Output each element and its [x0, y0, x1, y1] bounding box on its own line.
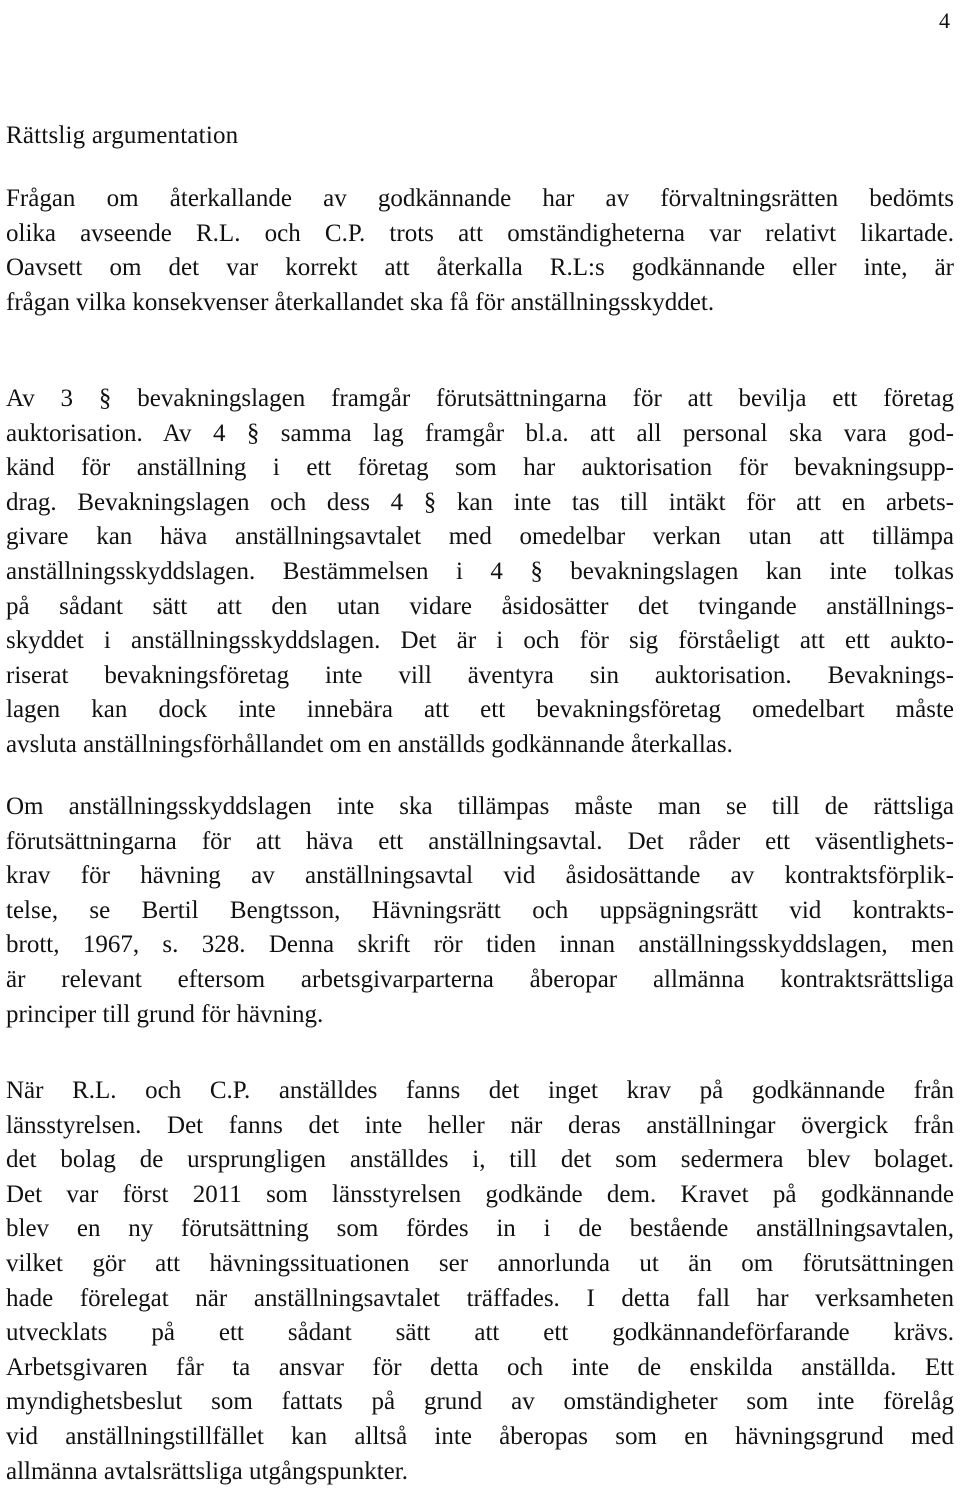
text-line: principer till grund för hävning. — [6, 1000, 324, 1028]
text-line: skyddet i anställningsskyddslagen. Det är i och för sig förståeligt att ett aukto- — [6, 627, 954, 655]
text-line: anställningsskyddslagen. Bestämmelsen i 4 § bevakningslagen kan inte tolkas — [6, 558, 954, 585]
text-line: förutsättningarna för att häva ett anställningsavtal. Det råder ett väsentlighets- — [6, 827, 954, 855]
text-line: hade förelegat när anställningsavtalet träffades. I detta fall har verksamheten — [6, 1284, 954, 1312]
text-line: avsluta anställningsförhållandet om en anställds godkännande återkallas. — [6, 731, 733, 758]
text-line: auktorisation. Av 4 § samma lag framgår bl.a. att all personal ska vara god- — [6, 419, 954, 447]
text-line: krav för hävning av anställningsavtal vid åsidosättande av kontraktsförplik- — [6, 862, 954, 890]
text-line: frågan vilka konsekvenser återkallandet ska få för anställningsskyddet. — [6, 288, 715, 316]
text-line: Om anställningsskyddslagen inte ska tillämpas måste man se till de rättsliga — [6, 793, 954, 820]
text-line: myndighetsbeslut som fattats på grund av omständigheter som inte förelåg — [6, 1388, 954, 1416]
text-line: det bolag de ursprungligen anställdes i, till det som sedermera blev bolaget. — [6, 1146, 954, 1174]
text-line: Frågan om återkallande av godkännande har av förvaltningsrätten bedömts — [6, 185, 954, 212]
text-line: länsstyrelsen. Det fanns det inte heller när deras anställningar övergick från — [6, 1111, 954, 1139]
text-line: vilket gör att hävningssituationen ser annorlunda ut än om förutsättningen — [6, 1250, 954, 1277]
text-line: känd för anställning i ett företag som har auktorisation för bevakningsupp- — [6, 454, 954, 482]
text-line: telse, se Bertil Bengtsson, Hävningsrätt och uppsägningsrätt vid kontrakts- — [6, 896, 954, 924]
text-line: är relevant eftersom arbetsgivarparterna åberopar allmänna kontraktsrättsliga — [6, 966, 954, 993]
text-line: givare kan häva anställningsavtalet med omedelbar verkan utan att tillämpa — [6, 523, 954, 551]
text-line: på sådant sätt att den utan vidare åsidosätter det tvingande anställnings- — [6, 592, 954, 620]
text-line: Oavsett om det var korrekt att återkalla R.L:s godkännande eller inte, är — [6, 254, 954, 282]
text-line: Av 3 § bevakningslagen framgår förutsättningarna för att bevilja ett företag — [6, 385, 954, 412]
text-line: drag. Bevakningslagen och dess 4 § kan inte tas till intäkt för att en arbets- — [6, 488, 954, 516]
text-line: blev en ny förutsättning som fördes in i de bestående anställningsavtalen, — [6, 1215, 954, 1243]
text-line: Det var först 2011 som länsstyrelsen godkände dem. Kravet på godkännande — [6, 1180, 954, 1208]
text-line: riserat bevakningsföretag inte vill äventyra sin auktorisation. Bevaknings- — [6, 661, 954, 689]
text-line: vid anställningstillfället kan alltså inte åberopas som en hävningsgrund med — [6, 1423, 954, 1450]
text-line: Arbetsgivaren får ta ansvar för detta och inte de enskilda anställda. Ett — [6, 1353, 954, 1381]
text-line: När R.L. och C.P. anställdes fanns det inget krav på godkännande från — [6, 1077, 954, 1104]
page-number: 4 — [939, 8, 950, 33]
text-line: allmänna avtalsrättsliga utgångspunkter. — [6, 1457, 408, 1485]
text-line: brott, 1967, s. 328. Denna skrift rör tiden innan anställningsskyddslagen, men — [6, 931, 954, 959]
section-heading: Rättslig argumentation — [6, 122, 239, 149]
text-line: olika avseende R.L. och C.P. trots att omständigheterna var relativt likartade. — [6, 219, 954, 247]
text-line: utvecklats på ett sådant sätt att ett godkännandeförfarande krävs. — [6, 1319, 954, 1347]
text-line: lagen kan dock inte innebära att ett bevakningsföretag omedelbart måste — [6, 696, 954, 724]
